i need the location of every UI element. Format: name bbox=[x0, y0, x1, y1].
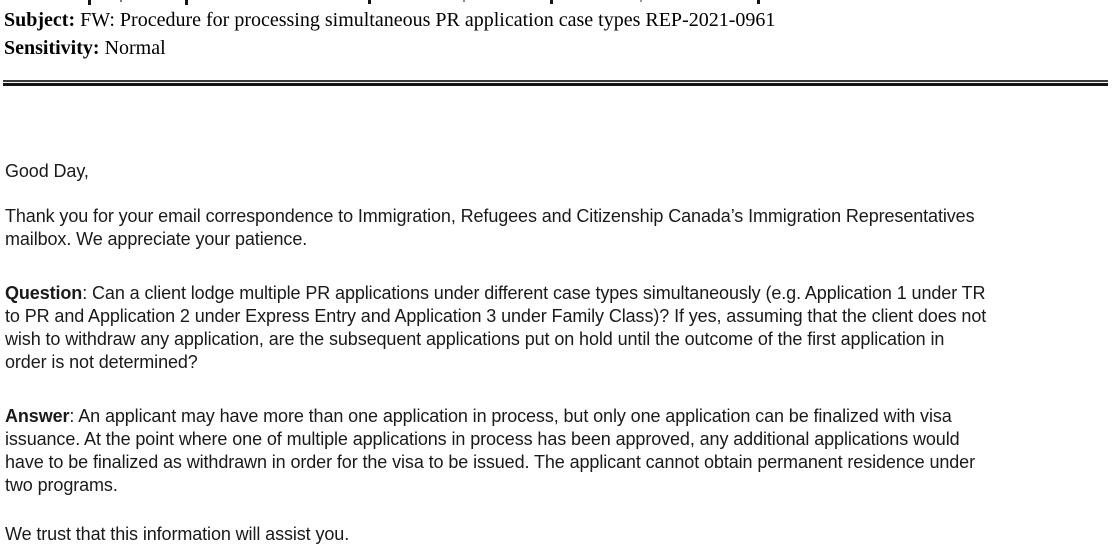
answer-line-2: issuance. At the point where one of multiple applications in process has been approved, any additional applications would bbox=[5, 429, 960, 449]
question-line-3: wish to withdraw any application, are the subsequent applications put on hold until the outcome of the first application in bbox=[5, 329, 945, 349]
cropped-glyph-fragment bbox=[185, 0, 188, 5]
subject-label: Subject: bbox=[4, 9, 76, 31]
question-line-1-text: : Can a client lodge multiple PR applications under different case types simultaneously (e.g. Application 1 under TR bbox=[82, 283, 986, 303]
sensitivity-label: Sensitivity: bbox=[4, 37, 100, 59]
subject-value: FW: Procedure for processing simultaneous PR application case types REP-2021-0961 bbox=[75, 9, 776, 31]
sensitivity-value: Normal bbox=[99, 37, 166, 59]
cropped-glyph-fragment bbox=[368, 0, 371, 4]
intro-line-2: mailbox. We appreciate your patience. bbox=[5, 229, 308, 249]
question-line-1 bbox=[5, 282, 1114, 305]
greeting-text: Good Day, bbox=[5, 161, 89, 181]
answer-paragraph bbox=[5, 405, 1114, 497]
email-body bbox=[5, 160, 1114, 546]
cropped-glyph-fragment bbox=[88, 0, 91, 5]
intro-paragraph bbox=[5, 205, 1114, 251]
closing-text: We trust that this information will assist you. bbox=[5, 524, 350, 544]
header-divider-rule bbox=[3, 80, 1108, 86]
answer-line-1 bbox=[5, 405, 1114, 428]
cropped-glyph-fragment bbox=[757, 0, 760, 4]
cropped-glyph-fragment bbox=[120, 0, 122, 2]
cropped-glyph-fragment bbox=[640, 0, 642, 2]
question-line-2: to PR and Application 2 under Express Entry and Application 3 under Family Class)? If yes, assuming that the client does not bbox=[5, 306, 987, 326]
subject-line bbox=[4, 6, 1110, 34]
email-header-block bbox=[4, 6, 1110, 62]
cropped-glyph-fragment bbox=[463, 0, 465, 2]
answer-line-3: have to be finalized as withdrawn in order for the visa to be issued. The applicant cannot obtain permanent residence under bbox=[5, 452, 975, 472]
answer-line-1-text: : An applicant may have more than one application in process, but only one application can be finalized with visa bbox=[69, 406, 952, 426]
intro-line-1: Thank you for your email correspondence to Immigration, Refugees and Citizenship Canada’s Immigration Representatives bbox=[5, 206, 975, 226]
answer-label: Answer bbox=[5, 406, 70, 426]
answer-line-4: two programs. bbox=[5, 475, 118, 495]
question-paragraph bbox=[5, 282, 1114, 374]
question-line-4: order is not determined? bbox=[5, 352, 198, 372]
sensitivity-line bbox=[4, 34, 1110, 62]
cropped-glyph-fragment bbox=[550, 0, 553, 4]
question-label: Question bbox=[5, 283, 83, 303]
